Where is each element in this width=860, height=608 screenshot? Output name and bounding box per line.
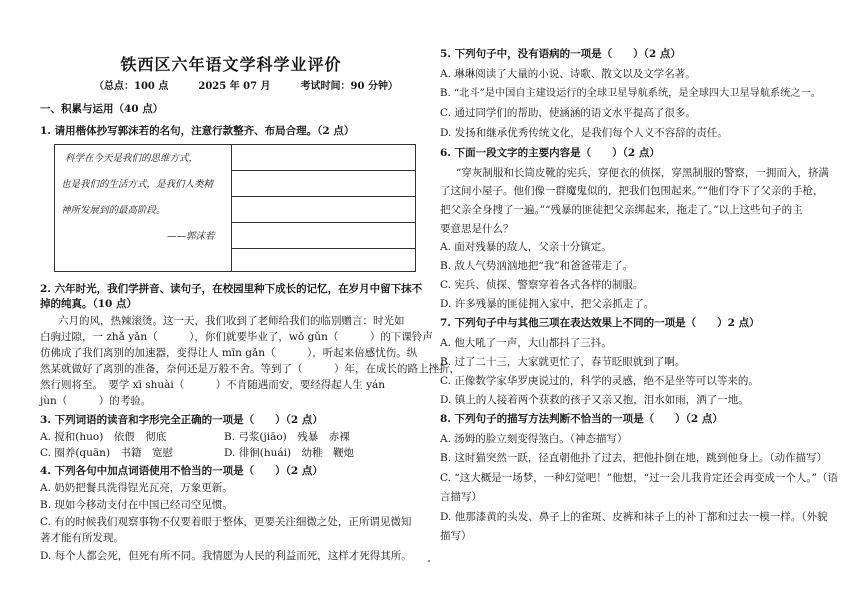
option-c-cont: 言描写） — [440, 491, 482, 503]
option-a[interactable]: A. 奶奶把餐具洗得锃光瓦亮，万象更新。 — [40, 482, 233, 494]
option-a[interactable]: A. 面对残暴的敌人，父亲十分镇定。 — [440, 241, 612, 253]
calligraphy-line: 也是我们的生活方式，是我们人类精 — [61, 179, 214, 190]
option-a[interactable]: A. 汤姆的脸立刻变得煞白。（神态描写） — [440, 433, 628, 445]
question-2: 2. 六年时光，我们学拼音、读句子，在校园里种下成长的记忆，在岁月中留下抹不 — [40, 283, 423, 295]
option-d-cont: 描写） — [440, 530, 472, 542]
writing-area[interactable] — [232, 145, 415, 271]
option-c[interactable]: C. 正像数学家华罗庚说过的，科学的灵感，绝不是坐等可以等来的。 — [440, 375, 759, 387]
option-d[interactable]: D. 镇上的人接着两个获救的孩子又亲又抱，泪水如雨，洒了一地。 — [440, 394, 749, 406]
option-c[interactable]: C. 通过同学们的帮助，使涵涵的语文水平提高了很多。 — [440, 107, 696, 119]
exam-meta: （总点：100 点 2025 年 07 月 考试时间：90 分钟） — [94, 81, 398, 92]
option-b[interactable]: B. 敌人气势汹汹地把“我”和爸爸带走了。 — [440, 260, 634, 272]
passage-line: 六月的风，热辣滚烫。这一天，我们收到了老师给我们的临别赠言：时光如 — [58, 315, 405, 327]
option-c[interactable]: C. “这大概是一场梦，一种幻觉吧！”他想，“过一会儿我肯定还会再变成一个人。”（语 — [440, 472, 839, 484]
exam-title: 铁西区六年语文学科学业评价 — [120, 55, 342, 74]
option-d[interactable]: D. 每个人都会死，但死有所不同。我情愿为人民的利益而死，这样才死得其所。 — [40, 550, 412, 562]
section-heading: 一、积累与运用（40 点） — [40, 103, 164, 115]
copy-sample — [55, 145, 232, 271]
option-c[interactable]: C. 有的时候我们观察事物不仅要着眼于整体，更要关注细微之处，正所谓见微知 — [40, 516, 412, 528]
question-4: 4. 下列各句中加点词语使用不恰当的一项是（ ）（2 点） — [40, 465, 323, 477]
option-a[interactable]: A. 他大吼了一声，大山都抖了三抖。 — [440, 337, 612, 349]
calligraphy-line: 神所发展到的最高阶段。 — [61, 205, 166, 216]
passage-line: “穿灰制服和长筒皮靴的宪兵，穿便衣的侦探，穿黑制服的警察，一拥而入，挤满 — [456, 167, 829, 179]
option-b[interactable]: B. 过了二十三，大家就更忙了，春节眨眼就到了啊。 — [440, 356, 686, 368]
option-c[interactable]: C. 宪兵、侦探、警察穿着各式各样的制服。 — [440, 279, 644, 291]
option-d[interactable]: D. 徘徊(huái) 幼稚 鞭炮 — [224, 447, 355, 459]
option-b[interactable]: B. 现如今移动支付在中国已经司空见惯。 — [40, 499, 233, 511]
passage-line: 白驹过隙，一 zhǎ yǎn（ ），你们就要毕业了，wǒ gǔn（ ）的下课铃声 — [40, 331, 433, 343]
question-6: 6. 下面一段文字的主要内容是（ ）（2 点） — [440, 147, 660, 159]
question-2-cont: 掉的纯真。（10 点） — [40, 298, 138, 310]
passage-line: 然行则将至。 要学 xī shuài（ ）不肯随遇而安，要经得起人生 yán — [40, 379, 386, 391]
question-8: 8. 下列句子的描写方法判断不恰当的一项是（ ）（2 点） — [440, 413, 723, 425]
option-a[interactable]: A. 琳琳阅读了大量的小说、诗歌、散文以及文学名著。 — [440, 68, 696, 80]
question-1: 1. 请用楷体抄写郭沫若的名句，注意行款整齐、布局合理。（2 点） — [40, 125, 355, 137]
question-3: 3. 下列词语的读音和字形完全正确的一项是（ ）（2 点） — [40, 414, 323, 426]
option-d[interactable]: D. 许多残暴的匪徒拥入家中，把父亲抓走了。 — [440, 298, 655, 310]
question-5: 5. 下列句子中，没有语病的一项是（ ）（2 点） — [440, 48, 681, 60]
passage-line: 然某就做好了离别的准备，奈何还是万般不舍。等到了（ ）年，在成长的路上挫折， — [40, 363, 460, 375]
calligraphy-author: ——郭沫若 — [167, 231, 215, 242]
passage-line: jùn（ ）的考验。 — [40, 395, 152, 407]
question-7: 7. 下列句子中与其他三项在表达效果上不同的一项是（ ）2 点） — [440, 317, 760, 329]
option-c-cont: 著才能有所发现。 — [40, 532, 124, 544]
page-dot — [428, 560, 430, 562]
option-d[interactable]: D. 他那漆黄的头发、鼻子上的雀斑、皮裤和袜子上的补丁都和过去一模一样。（外貌 — [440, 511, 828, 523]
passage-line: 要意思是什么？ — [440, 223, 514, 235]
calligraphy-line: 科学在今天是我们的思维方式， — [65, 153, 199, 164]
option-b[interactable]: B. “北斗”是中国自主建设运行的全球卫星导航系统，是全球四大卫星导航系统之一。 — [440, 88, 821, 99]
option-c[interactable]: C. 圈养(quān) 书籍 宽慰 — [40, 447, 174, 459]
passage-line: 把父亲全身搜了一遍。”“残暴的匪徒把父亲绑起来，拖走了。”以上这些句子的主 — [440, 204, 803, 216]
option-a[interactable]: A. 搅和(huo) 依偎 彻底 — [40, 431, 167, 443]
calligraphy-grid — [54, 144, 416, 272]
option-d[interactable]: D. 发扬和继承优秀传统文化，是我们每个人义不容辞的责任。 — [440, 127, 728, 139]
passage-line: 仿佛成了我们离别的加速器，变得让人 mīn gǎn（ ），听起来倍感忧伤。纵 — [40, 347, 418, 359]
option-b[interactable]: B. 弓浆(jiāo) 残暴 赤裸 — [224, 431, 350, 443]
option-b[interactable]: B. 这时猫突然一跃，径直朝他扑了过去，把他扑倒在地，跳到他身上。（动作描写） — [440, 452, 828, 464]
passage-line: 了这间小屋子。他们像一群魔鬼似的，把我们包围起来。”“他们夺下了父亲的手枪， — [440, 185, 824, 197]
